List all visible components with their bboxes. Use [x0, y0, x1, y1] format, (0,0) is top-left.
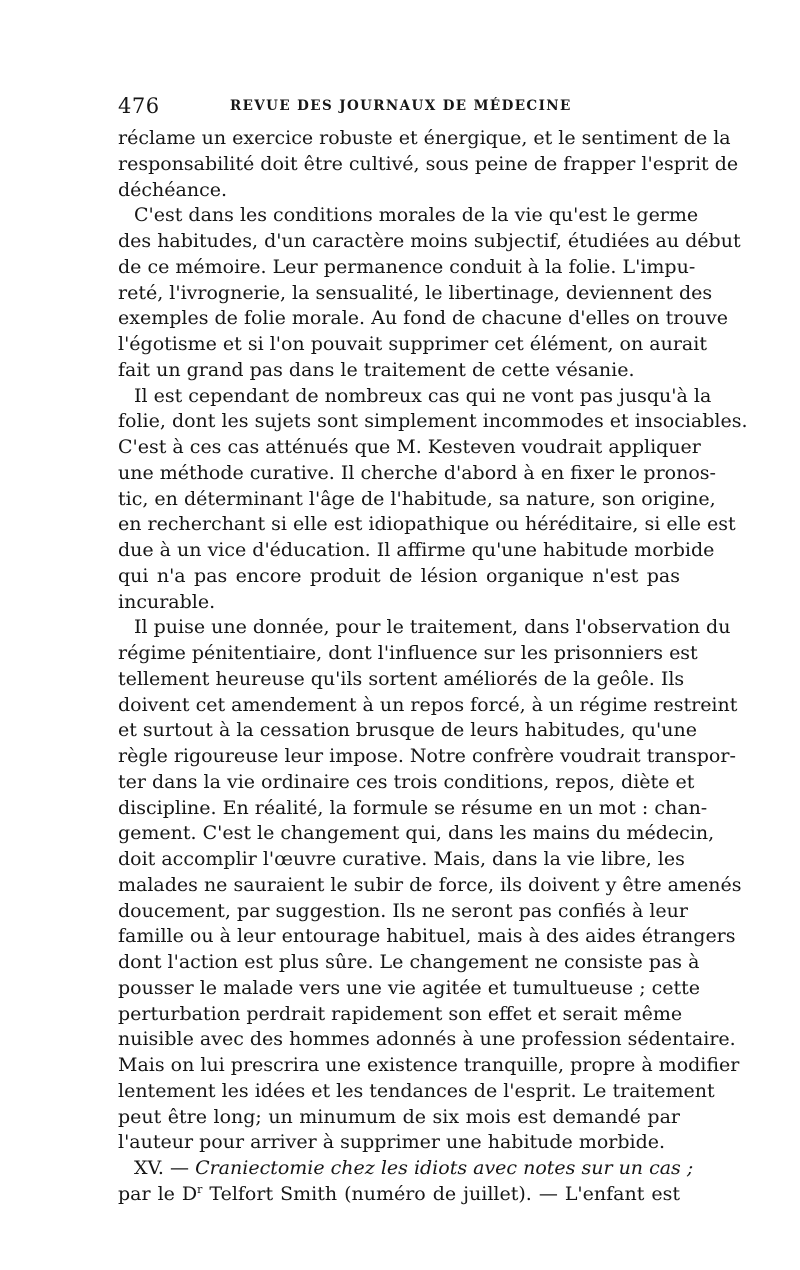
text-line: des habitudes, d'un caractère moins subjectif, étudiées au début — [118, 230, 741, 252]
paragraph-start-line: Il est cependant de nombreux cas qui ne vont pas jusqu'à la — [134, 384, 712, 407]
text-line: l'auteur pour arriver à supprimer une habitude morbide. — [118, 1131, 666, 1154]
text-line: règle rigoureuse leur impose. Notre confrère voudrait transpor- — [118, 745, 736, 767]
section-xv-line-2 — [118, 1182, 680, 1208]
paragraph-start-line: C'est dans les conditions morales de la vie qu'est le germe — [134, 204, 699, 227]
page-header — [118, 94, 680, 116]
text-line: reté, l'ivrognerie, la sensualité, le libertinage, deviennent des — [118, 281, 713, 304]
text-line: déchéance. — [118, 178, 228, 201]
text-line: gement. C'est le changement qui, dans les mains du médecin, — [118, 822, 715, 845]
running-title: REVUE DES JOURNAUX DE MÉDECINE — [230, 98, 572, 114]
page-number: 476 — [118, 94, 160, 118]
body-text — [118, 126, 748, 1208]
text-line: doivent cet amendement à un repos forcé, à un régime restreint — [118, 693, 738, 716]
text-line: C'est à ces cas atténués que M. Kesteven voudrait appliquer — [118, 436, 701, 458]
text-line: Mais on lui prescrira une existence tranquille, propre à modifier — [118, 1054, 740, 1076]
text-line: tellement heureuse qu'ils sortent améliorés de la geôle. Ils — [118, 667, 685, 690]
section-text-before-sup: par le D — [118, 1182, 198, 1205]
section-text-after-sup: Telfort Smith (numéro de juillet). — L'enfant est — [202, 1182, 680, 1205]
text-line: discipline. En réalité, la formule se résume en un mot : chan- — [118, 796, 708, 819]
text-line: exemples de folie morale. Au fond de chacune d'elles on trouve — [118, 307, 728, 330]
text-line: dont l'action est plus sûre. Le changement ne consiste pas à — [118, 951, 700, 973]
text-line: nuisible avec des hommes adonnés à une profession sédentaire. — [118, 1028, 736, 1051]
text-line: ter dans la vie ordinaire ces trois conditions, repos, diète et — [118, 770, 695, 793]
text-line: doit accomplir l'œuvre curative. Mais, dans la vie libre, les — [118, 848, 685, 870]
section-superscript: r — [197, 1182, 203, 1196]
text-line: due à un vice d'éducation. Il affirme qu'une habitude morbide — [118, 539, 715, 561]
text-line: réclame un exercice robuste et énergique, et le sentiment de la — [118, 127, 731, 149]
section-title: Craniectomie chez les idiots avec notes sur un cas ; — [195, 1157, 694, 1179]
text-line: fait un grand pas dans le traitement de cette vésanie. — [118, 358, 635, 381]
text-line: malades ne sauraient le subir de force, ils doivent y être amenés — [118, 873, 742, 896]
section-xv-heading — [118, 1156, 694, 1182]
text-line: folie, dont les sujets sont simplement incommodes et insociables. — [118, 410, 748, 433]
text-line: une méthode curative. Il cherche d'abord à en fixer le pronos- — [118, 461, 716, 484]
text-line: qui n'a pas encore produit de lésion organique n'est pas — [118, 564, 680, 587]
text-line: responsabilité doit être cultivé, sous peine de frapper l'esprit de — [118, 152, 739, 175]
section-numeral: XV. — — [134, 1157, 190, 1179]
text-line: de ce mémoire. Leur permanence conduit à la folie. L'impu- — [118, 255, 696, 278]
text-line: régime pénitentiaire, dont l'influence sur les prisonniers est — [118, 642, 698, 664]
text-line: l'égotisme et si l'on pouvait supprimer cet élément, on aurait — [118, 333, 707, 355]
text-line: doucement, par suggestion. Ils ne seront pas confiés à leur — [118, 899, 688, 922]
text-line: et surtout à la cessation brusque de leurs habitudes, qu'une — [118, 719, 697, 742]
text-line: incurable. — [118, 590, 216, 613]
paragraph-start-line: Il puise une donnée, pour le traitement, dans l'observation du — [134, 616, 731, 639]
text-line: famille ou à leur entourage habituel, mais à des aides étrangers — [118, 925, 736, 948]
text-line: perturbation perdrait rapidement son effet et serait même — [118, 1002, 683, 1025]
text-line: tic, en déterminant l'âge de l'habitude, sa nature, son origine, — [118, 487, 716, 510]
text-line: peut être long; un minumum de six mois est demandé par — [118, 1105, 680, 1128]
text-line: lentement les idées et les tendances de l'esprit. Le traitement — [118, 1079, 715, 1102]
text-line: en recherchant si elle est idiopathique ou héréditaire, si elle est — [118, 513, 736, 536]
text-line: pousser le malade vers une vie agitée et tumultueuse ; cette — [118, 976, 701, 999]
